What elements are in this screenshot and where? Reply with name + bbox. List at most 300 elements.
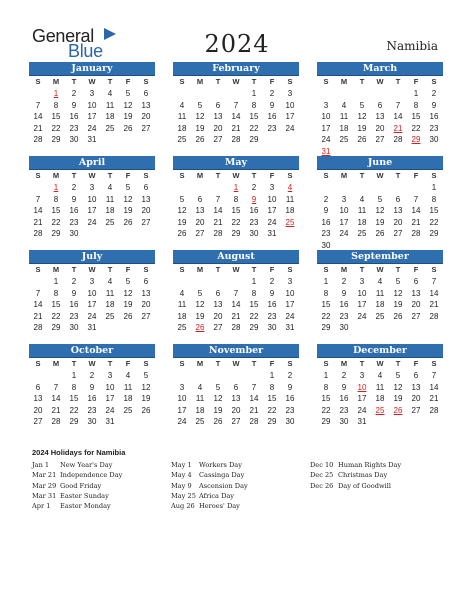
day-cell: 17 — [321, 123, 331, 133]
day-cell: 20 — [141, 300, 151, 309]
day-cell: 22 — [429, 217, 439, 227]
weekday-label: F — [125, 265, 131, 274]
weekday-label: M — [340, 265, 348, 274]
month-may — [173, 156, 299, 240]
holiday-date: Dec 25 — [310, 471, 334, 480]
empty-day-cell — [173, 276, 191, 288]
day-cell: 31 — [87, 323, 97, 332]
day-cell: 11 — [195, 394, 205, 403]
day-cell: 19 — [141, 394, 151, 403]
day-cell: 9 — [71, 194, 77, 204]
weekday-label: M — [196, 265, 204, 274]
day-cell: 21 — [429, 394, 439, 403]
day-cell: 26 — [393, 311, 403, 321]
day-cell: 20 — [411, 300, 421, 309]
day-cell: 1 — [71, 371, 77, 380]
day-cell: 24 — [285, 123, 295, 133]
day-cell: 19 — [195, 311, 205, 321]
day-cell: 29 — [249, 135, 259, 144]
day-cell: 16 — [429, 112, 439, 121]
holiday-name: Workers Day — [199, 461, 242, 469]
month-june — [317, 156, 443, 251]
day-cell: 12 — [213, 394, 223, 403]
day-cell: 17 — [339, 217, 349, 227]
holiday-day-cell: 4 — [287, 183, 293, 192]
day-cell: 21 — [33, 217, 43, 227]
holiday-row — [310, 460, 448, 470]
day-cell: 28 — [411, 229, 421, 238]
day-cell: 17 — [267, 206, 277, 215]
day-cell: 30 — [69, 229, 79, 238]
day-cell: 7 — [233, 100, 239, 110]
day-cell: 13 — [33, 394, 43, 403]
month-header: September — [317, 250, 443, 264]
holiday-row — [310, 470, 448, 480]
day-cell: 7 — [35, 194, 41, 204]
day-cell: 31 — [267, 229, 277, 238]
day-cell: 21 — [33, 123, 43, 133]
holiday-day-cell: 26 — [393, 405, 403, 415]
day-cell: 19 — [123, 112, 133, 121]
month-january — [29, 62, 155, 146]
day-cell: 28 — [33, 229, 43, 238]
day-cell: 18 — [195, 405, 205, 415]
day-cell: 8 — [251, 288, 257, 298]
day-cell: 27 — [213, 323, 223, 332]
day-cell: 6 — [143, 89, 149, 98]
day-cell: 2 — [269, 277, 275, 286]
day-cell: 24 — [267, 217, 277, 227]
day-cell: 16 — [285, 394, 295, 403]
day-cell: 4 — [359, 194, 365, 204]
day-cell: 25 — [123, 405, 133, 415]
day-cell: 9 — [71, 288, 77, 298]
day-cell: 4 — [377, 277, 383, 286]
day-cell: 9 — [89, 382, 95, 392]
month-header: November — [173, 344, 299, 358]
day-cell: 10 — [177, 394, 187, 403]
day-cell: 4 — [179, 100, 185, 110]
logo-blue-text: Blue — [68, 41, 103, 61]
month-header: July — [29, 250, 155, 264]
weekday-label: T — [251, 171, 257, 180]
day-cell: 13 — [411, 382, 421, 392]
day-cell: 24 — [105, 405, 115, 415]
month-header: February — [173, 62, 299, 76]
holiday-day-cell: 1 — [233, 183, 239, 192]
day-cell: 14 — [51, 394, 61, 403]
empty-day-cell — [317, 88, 335, 100]
day-cell: 23 — [321, 229, 331, 238]
holiday-date: Dec 10 — [310, 461, 334, 469]
day-grid — [173, 88, 299, 146]
day-cell: 11 — [285, 194, 295, 204]
day-cell: 5 — [395, 277, 401, 286]
day-cell: 16 — [249, 206, 259, 215]
day-cell: 22 — [321, 405, 331, 415]
day-cell: 19 — [375, 217, 385, 227]
weekday-label: T — [71, 77, 77, 86]
day-cell: 28 — [231, 135, 241, 144]
empty-day-cell — [191, 182, 209, 194]
holiday-name: Christmas Day — [338, 471, 388, 480]
day-cell: 8 — [323, 382, 329, 392]
day-cell: 7 — [215, 194, 221, 204]
day-cell: 7 — [431, 277, 437, 286]
day-cell: 22 — [69, 405, 79, 415]
holiday-name: Cassinga Day — [199, 471, 245, 480]
day-cell: 22 — [249, 311, 259, 321]
day-cell: 4 — [125, 371, 131, 380]
day-cell: 22 — [231, 217, 241, 227]
holiday-date: Mar 31 — [32, 491, 57, 500]
day-cell: 14 — [429, 288, 439, 298]
month-july — [29, 250, 155, 334]
day-cell: 16 — [321, 217, 331, 227]
holiday-name: Human Rights Day — [338, 461, 402, 469]
day-cell: 10 — [87, 288, 97, 298]
day-cell: 20 — [213, 123, 223, 133]
day-cell: 10 — [357, 288, 367, 298]
weekday-label: W — [232, 77, 240, 86]
weekday-label: T — [215, 359, 221, 368]
day-cell: 6 — [35, 382, 41, 392]
day-cell: 9 — [269, 288, 275, 298]
day-cell: 19 — [393, 300, 403, 309]
weekday-label: M — [340, 171, 348, 180]
day-cell: 14 — [231, 112, 241, 121]
month-december — [317, 344, 443, 428]
day-cell: 28 — [33, 135, 43, 144]
day-cell: 6 — [413, 371, 419, 380]
day-cell: 7 — [35, 288, 41, 298]
day-cell: 17 — [285, 300, 295, 309]
day-cell: 15 — [69, 394, 79, 403]
day-cell: 12 — [357, 112, 367, 121]
day-cell: 23 — [285, 405, 295, 415]
holiday-day-cell: 9 — [251, 194, 257, 204]
day-cell: 26 — [213, 417, 223, 426]
day-cell: 11 — [123, 382, 133, 392]
month-header: May — [173, 156, 299, 170]
day-cell: 14 — [33, 112, 43, 121]
day-cell: 9 — [269, 100, 275, 110]
day-cell: 11 — [339, 112, 349, 121]
day-cell: 16 — [339, 300, 349, 309]
day-cell: 29 — [267, 417, 277, 426]
weekday-label: M — [196, 77, 204, 86]
holiday-name: Easter Monday — [60, 502, 111, 511]
day-cell: 18 — [177, 123, 187, 133]
day-cell: 2 — [323, 194, 329, 204]
day-cell: 13 — [141, 194, 151, 204]
month-october — [29, 344, 155, 428]
holiday-name: Good Friday — [60, 481, 102, 490]
holiday-row — [32, 460, 170, 470]
day-cell: 13 — [141, 100, 151, 110]
day-cell: 10 — [339, 206, 349, 215]
empty-day-cell — [29, 88, 47, 100]
empty-day-cell — [389, 182, 407, 194]
weekday-header-row — [173, 264, 299, 276]
holiday-day-cell: 1 — [53, 183, 59, 192]
day-grid — [317, 276, 443, 334]
day-cell: 27 — [375, 135, 385, 144]
day-cell: 17 — [87, 300, 97, 309]
day-cell: 30 — [267, 323, 277, 332]
day-grid — [173, 276, 299, 334]
day-cell: 16 — [69, 206, 79, 215]
weekday-label: F — [125, 359, 131, 368]
weekday-label: W — [88, 77, 96, 86]
holiday-date: Apr 1 — [32, 502, 51, 511]
day-cell: 16 — [87, 394, 97, 403]
day-grid — [29, 182, 155, 240]
day-cell: 25 — [195, 417, 205, 426]
day-cell: 7 — [431, 371, 437, 380]
day-cell: 18 — [375, 394, 385, 403]
day-cell: 10 — [87, 194, 97, 204]
day-cell: 30 — [429, 135, 439, 144]
day-cell: 29 — [51, 135, 61, 144]
day-cell: 5 — [197, 100, 203, 110]
day-cell: 15 — [249, 300, 259, 309]
day-cell: 16 — [69, 112, 79, 121]
weekday-label: S — [431, 359, 437, 368]
holiday-name: Day of Goodwill — [338, 481, 391, 490]
day-cell: 31 — [87, 135, 97, 144]
day-cell: 9 — [341, 382, 347, 392]
weekday-label: T — [71, 171, 77, 180]
holiday-row — [171, 481, 309, 491]
day-cell: 12 — [123, 100, 133, 110]
day-cell: 16 — [69, 300, 79, 309]
empty-day-cell — [227, 88, 245, 100]
day-cell: 15 — [321, 300, 331, 309]
day-cell: 19 — [195, 123, 205, 133]
day-cell: 29 — [51, 323, 61, 332]
weekday-label: T — [107, 171, 113, 180]
weekday-label: M — [340, 359, 348, 368]
weekday-label: F — [413, 171, 419, 180]
day-cell: 3 — [359, 371, 365, 380]
day-cell: 11 — [105, 288, 115, 298]
day-cell: 25 — [357, 229, 367, 238]
empty-day-cell — [209, 88, 227, 100]
day-cell: 17 — [87, 112, 97, 121]
weekday-label: S — [143, 265, 149, 274]
weekday-label: S — [287, 359, 293, 368]
day-cell: 30 — [339, 323, 349, 332]
day-cell: 2 — [89, 371, 95, 380]
weekday-label: F — [269, 77, 275, 86]
weekday-label: W — [232, 359, 240, 368]
day-cell: 8 — [53, 194, 59, 204]
day-cell: 24 — [357, 405, 367, 415]
day-cell: 5 — [179, 194, 185, 204]
empty-day-cell — [335, 182, 353, 194]
empty-day-cell — [173, 88, 191, 100]
empty-day-cell — [29, 182, 47, 194]
day-cell: 18 — [105, 206, 115, 215]
day-cell: 12 — [393, 382, 403, 392]
holiday-day-cell: 1 — [53, 89, 59, 98]
day-cell: 19 — [357, 123, 367, 133]
day-cell: 24 — [321, 135, 331, 144]
day-cell: 3 — [359, 277, 365, 286]
holiday-date: May 25 — [171, 491, 196, 500]
day-cell: 24 — [87, 123, 97, 133]
day-cell: 1 — [323, 371, 329, 380]
day-cell: 28 — [393, 135, 403, 144]
day-cell: 3 — [89, 277, 95, 286]
day-cell: 1 — [251, 277, 257, 286]
day-grid — [173, 182, 299, 240]
day-cell: 15 — [231, 206, 241, 215]
day-cell: 5 — [215, 382, 221, 392]
day-cell: 30 — [87, 417, 97, 426]
weekday-label: M — [52, 171, 60, 180]
month-header: January — [29, 62, 155, 76]
day-cell: 31 — [285, 323, 295, 332]
holiday-row — [171, 460, 309, 470]
day-cell: 10 — [285, 288, 295, 298]
day-cell: 7 — [35, 100, 41, 110]
day-cell: 16 — [267, 112, 277, 121]
day-cell: 18 — [177, 311, 187, 321]
day-cell: 14 — [429, 382, 439, 392]
day-cell: 14 — [33, 206, 43, 215]
weekday-label: M — [340, 77, 348, 86]
weekday-header-row — [29, 264, 155, 276]
day-cell: 8 — [53, 100, 59, 110]
day-cell: 8 — [269, 382, 275, 392]
weekday-label: S — [287, 77, 293, 86]
day-cell: 14 — [249, 394, 259, 403]
day-cell: 7 — [53, 382, 59, 392]
holiday-date: Aug 26 — [171, 502, 195, 511]
empty-day-cell — [371, 182, 389, 194]
weekday-header-row — [173, 170, 299, 182]
day-cell: 27 — [393, 229, 403, 238]
day-cell: 4 — [179, 288, 185, 298]
day-cell: 15 — [249, 112, 259, 121]
weekday-label: S — [179, 171, 185, 180]
day-cell: 5 — [395, 371, 401, 380]
day-cell: 20 — [141, 112, 151, 121]
day-cell: 6 — [377, 100, 383, 110]
day-cell: 2 — [287, 371, 293, 380]
weekday-label: T — [359, 359, 365, 368]
day-cell: 9 — [323, 206, 329, 215]
weekday-label: T — [359, 265, 365, 274]
day-cell: 4 — [197, 382, 203, 392]
day-cell: 20 — [213, 311, 223, 321]
holiday-row — [171, 491, 309, 501]
weekday-header-row — [29, 170, 155, 182]
day-cell: 8 — [431, 194, 437, 204]
day-cell: 18 — [105, 300, 115, 309]
empty-day-cell — [191, 370, 209, 382]
day-cell: 20 — [231, 405, 241, 415]
day-cell: 26 — [177, 229, 187, 238]
day-cell: 8 — [413, 100, 419, 110]
weekday-label: W — [88, 359, 96, 368]
day-cell: 5 — [125, 277, 131, 286]
empty-day-cell — [47, 370, 65, 382]
day-cell: 13 — [375, 112, 385, 121]
holiday-row — [32, 470, 170, 480]
day-grid — [317, 182, 443, 251]
day-cell: 9 — [341, 288, 347, 298]
weekday-label: M — [196, 359, 204, 368]
day-cell: 13 — [141, 288, 151, 298]
day-cell: 9 — [71, 100, 77, 110]
holiday-name: New Year's Day — [60, 461, 113, 469]
day-cell: 4 — [377, 371, 383, 380]
day-cell: 5 — [125, 89, 131, 98]
day-cell: 20 — [375, 123, 385, 133]
day-cell: 14 — [411, 206, 421, 215]
day-cell: 16 — [267, 300, 277, 309]
day-cell: 28 — [249, 417, 259, 426]
day-cell: 24 — [87, 217, 97, 227]
holiday-row — [310, 481, 448, 491]
weekday-label: T — [251, 359, 257, 368]
day-cell: 1 — [269, 371, 275, 380]
day-cell: 19 — [393, 394, 403, 403]
day-cell: 25 — [375, 311, 385, 321]
day-cell: 20 — [411, 394, 421, 403]
day-cell: 30 — [69, 135, 79, 144]
day-cell: 24 — [339, 229, 349, 238]
day-cell: 21 — [249, 405, 259, 415]
day-cell: 30 — [285, 417, 295, 426]
day-cell: 20 — [195, 217, 205, 227]
day-cell: 21 — [51, 405, 61, 415]
day-cell: 26 — [141, 405, 151, 415]
month-september — [317, 250, 443, 334]
weekday-label: W — [376, 77, 384, 86]
day-cell: 25 — [105, 217, 115, 227]
weekday-label: T — [71, 359, 77, 368]
weekday-header-row — [317, 76, 443, 88]
day-cell: 6 — [413, 277, 419, 286]
weekday-label: F — [413, 77, 419, 86]
holiday-date: Mar 29 — [32, 481, 57, 490]
empty-day-cell — [191, 276, 209, 288]
day-cell: 26 — [357, 135, 367, 144]
empty-day-cell — [173, 182, 191, 194]
day-cell: 12 — [393, 288, 403, 298]
month-header: August — [173, 250, 299, 264]
weekday-label: T — [251, 265, 257, 274]
weekday-label: M — [52, 265, 60, 274]
day-cell: 23 — [339, 311, 349, 321]
holiday-name: Heroes' Day — [199, 502, 240, 511]
day-cell: 31 — [357, 417, 367, 426]
day-cell: 3 — [287, 277, 293, 286]
day-cell: 12 — [195, 112, 205, 121]
empty-day-cell — [335, 88, 353, 100]
empty-day-cell — [173, 370, 191, 382]
day-cell: 17 — [285, 112, 295, 121]
weekday-label: T — [395, 265, 401, 274]
day-cell: 29 — [231, 229, 241, 238]
day-cell: 29 — [51, 229, 61, 238]
day-cell: 11 — [105, 100, 115, 110]
day-cell: 1 — [323, 277, 329, 286]
